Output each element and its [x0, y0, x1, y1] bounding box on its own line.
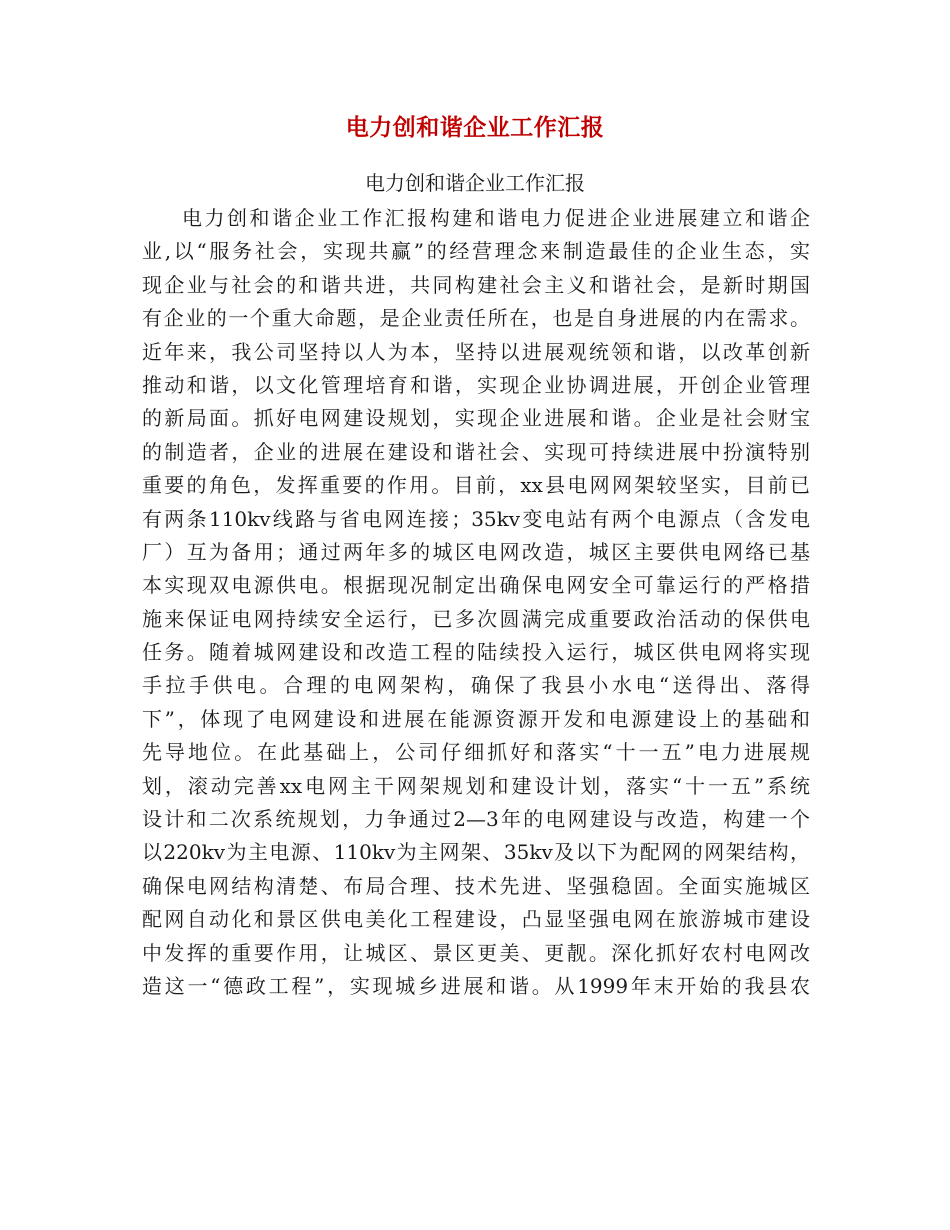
- text-line: 有两条110kv线路与省电网连接；35kv变电站有两个电源点（含发电: [142, 506, 810, 531]
- text-line: 电力创和谐企业工作汇报构建和谐电力促进企业进展建立和谐企: [182, 206, 810, 230]
- text-line: 本实现双电源供电。根据现况制定出确保电网安全可靠运行的严格措: [142, 573, 810, 598]
- text-line: 下”，体现了电网建设和进展在能源资源开发和电源建设上的基础和: [142, 706, 810, 731]
- text-line: 业,以“服务社会，实现共赢”的经营理念来制造最佳的企业生态，实: [142, 239, 810, 264]
- text-line: 近年来，我公司坚持以人为本，坚持以进展观统领和谐，以改革创新: [142, 339, 810, 364]
- text-line: 划，滚动完善xx电网主干网架规划和建设计划，落实“十一五”系统: [142, 773, 810, 798]
- text-line: 的新局面。抓好电网建设规划，实现企业进展和谐。企业是社会财宝: [142, 406, 810, 431]
- text-line: 手拉手供电。合理的电网架构，确保了我县小水电“送得出、落得: [142, 673, 810, 698]
- text-line: 先导地位。在此基础上，公司仔细抓好和落实“十一五”电力进展规: [142, 740, 810, 765]
- text-line: 厂）互为备用；通过两年多的城区电网改造，城区主要供电网络已基: [142, 539, 810, 564]
- text-line: 任务。随着城网建设和改造工程的陆续投入运行，城区供电网将实现: [142, 640, 810, 665]
- text-line: 的制造者，企业的进展在建设和谐社会、实现可持续进展中扮演特别: [142, 439, 810, 464]
- text-line: 中发挥的重要作用，让城区、景区更美、更靓。深化抓好农村电网改: [142, 940, 810, 965]
- text-line: 推动和谐，以文化管理培育和谐，实现企业协调进展，开创企业管理: [142, 372, 810, 397]
- text-line: 设计和二次系统规划，力争通过2—3年的电网建设与改造，构建一个: [142, 807, 810, 832]
- text-line: 有企业的一个重大命题，是企业责任所在，也是自身进展的内在需求。: [142, 306, 810, 331]
- text-line: 施来保证电网持续安全运行，已多次圆满完成重要政治活动的保供电: [142, 606, 810, 631]
- body-paragraph: [142, 202, 810, 1003]
- text-line: 配网自动化和景区供电美化工程建设，凸显坚强电网在旅游城市建设: [142, 907, 810, 932]
- document-subtitle: 电力创和谐企业工作汇报: [365, 171, 585, 195]
- text-line: 以220kv为主电源、110kv为主网架、35kv及以下为配网的网架结构，: [142, 840, 810, 865]
- document-title: 电力创和谐企业工作汇报: [345, 114, 605, 141]
- text-line: 造这一“德政工程”，实现城乡进展和谐。从1999年末开始的我县农: [142, 973, 810, 998]
- text-line: 现企业与社会的和谐共进，共同构建社会主义和谐社会，是新时期国: [142, 272, 810, 297]
- text-line: 重要的角色，发挥重要的作用。目前，xx县电网网架较坚实，目前已: [142, 473, 810, 498]
- text-line: 确保电网结构清楚、布局合理、技术先进、坚强稳固。全面实施城区: [142, 873, 810, 898]
